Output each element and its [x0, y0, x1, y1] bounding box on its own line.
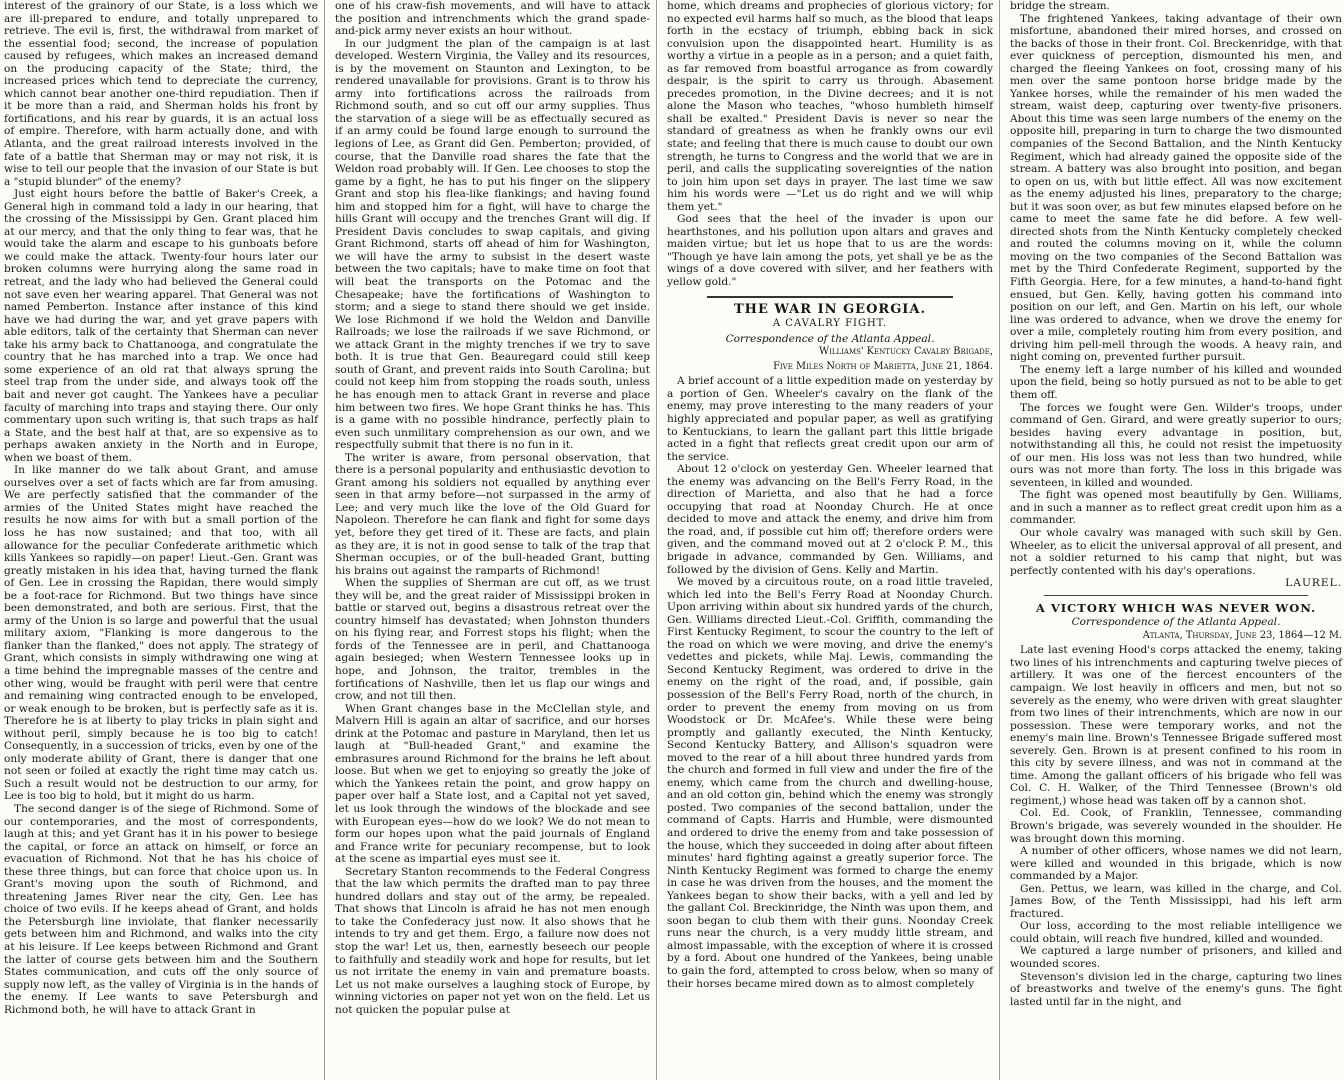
- dateline: Five Miles North of Marietta, June 21, 1864.: [773, 360, 993, 372]
- paragraph: home, which dreams and prophecies of glorious victory; for no expected evil harms half so much, as the blood that leaps forth in the ecstacy of triumph, ebbing back in sick convulsion upon the disappointed heart. Humility is as worthy a virtue in a people as in a person; and a quiet faith, as far removed from boastful arrogance as from cowardly despair, is the spirit to carry us through. Abasement precedes promotion, in the Divine decrees; and it is not alone the Mason who teaches, "whoso humbleth himself shall be exalted." President Davis is never so near the standard of greatness as when he frankly owns our evil state; and feeling that there is much cause to doubt our own strength, he turns to Congress and the world that we are in peril, and calls the supplicating sovereignties of the nation to join him upon set days in prayer. The last time we saw him his words were —"Let us do right and we will whip them yet.": [667, 0, 993, 213]
- paragraph: Stevenson's division led in the charge, capturing two lines of breastworks and twelve of the enemy's guns. The fight lasted until far in the night, and: [1010, 970, 1342, 1008]
- paragraph: one of his craw-fish movements, and will have to attack the position and intrenchments which the grand spade-and-pick army never exists an hour without.: [335, 0, 650, 38]
- article-heading: THE WAR IN GEORGIA.: [734, 301, 926, 317]
- paragraph: The second danger is of the siege of Richmond. Some of our contemporaries, and the most of correspondents, laugh at this; and yet Grant has it in his power to besiege the capital, or force an attack on himself, or force an evacuation of Richmond. Not that he has his choice of these three things, but can force that choice upon us. In Grant's moving upon the south of Richmond, and threatening James River near the city, Gen. Lee has choice of two evils. If he keeps ahead of Grant, and holds the Petersburgh line inviolate, that flanker necessarily gets between him and Richmond, and walks into the city at his leisure. If Lee keeps between Richmond and Grant the latter of course gets between him and the Southern States communication, and cuts off the only source of supply now left, as the valley of Virginia is in the hands of the enemy. If Lee wants to save Petersburgh and Richmond both, he will have to attack Grant in: [4, 803, 318, 1016]
- column-1: [4, 0, 325, 1080]
- article-heading: A VICTORY WHICH WAS NEVER WON.: [1035, 600, 1317, 615]
- paragraph: In like manner do we talk about Grant, and amuse ourselves over a set of facts which are far from amusing. We are perfectly satisfied that the commander of the armies of the United States might have reached the results he now aims for with but a small portion of the loss he has now sustained; and that too, with all allowance for the peculiar Confederate arithmetic which kills Yankees so rapidly—on paper! Lieut.-Gen. Grant was greatly mistaken in his idea that, having turned the flank of Gen. Lee in crossing the Rapidan, there would simply be a foot-race for Richmond. But two things have since been demonstrated, and both are serious. First, that the army of the Union is so large and powerful that the usual military axiom, "Flanking is more dangerous to the flanker than the flanked," does not apply. The strategy of Grant, which consists in simply withdrawing one wing at a time behind the impregnable masses of the centre and other wing, would be fraught with peril were that centre and remaining wing contracted enough to be enveloped, or weak enough to be broken, but is perfectly safe as it is. Therefore he is at liberty to play tricks in plain sight and without peril, simply because he is too big to catch! Consequently, in a succession of tricks, even by one of the only moderate ability of Grant, there is danger that one not seen or foiled at exactly the right time may catch us. Such a result would not be destruction to our army, for Lee is too big to hold, but it might do us harm.: [4, 464, 318, 803]
- paragraph: Late last evening Hood's corps attacked the enemy, taking two lines of his intrenchments and capturing twelve pieces of artillery. It was one of the fiercest encounters of the campaign. We lost heavily in officers and men, but not so severely as the enemy, who were driven with great slaughter from two lines of their intrenchments, which are now in our possession. These were temporary works, and not the enemy's main line. Brown's Tennessee Brigade suffered most severely. Gen. Brown is at present confined to his room in this city by severe illness, and was not in command at the time. Among the gallant officers of his brigade who fell was Col. C. H. Walker, of the Third Tennessee (Brown's old regiment,) whose head was taken off by a cannon shot.: [1010, 644, 1342, 807]
- signature: LAUREL.: [1285, 577, 1342, 590]
- column-4: [1010, 0, 1344, 1080]
- paragraph: interest of the grainory of our State, is a loss which we are ill-prepared to endure, and totally unprepared to retrieve. The evil is, first, the withdrawal from market of the essential food; second, the increase of population caused by refugees, which makes an increased demand on the producing capacity of the State; third, the increased prices which tend to depreciate the currency, which cannot bear another one-third repudiation. Then if it be more than a raid, and Sherman holds his front by fortifications, and his rear by guards, it is an actual loss of empire. Therefore, with harm actually done, and with Atlanta, and the great railroad interests involved in the fate of a battle that Sherman may or may not risk, it is wise to tell our people that the invasion of our State is but a "stupid blunder" of the enemy?: [4, 0, 318, 188]
- correspondence-line: Correspondence of the Atlanta Appeal.: [1071, 616, 1281, 629]
- paragraph: God sees that the heel of the invader is upon our hearthstones, and his pollution upon altars and graves and maiden virtue; but let us hope that to us are the words: "Though ye have lain among the pots, yet shall ye be as the wings of a dove covered with silver, and her feathers with yellow gold.": [667, 213, 993, 289]
- paragraph: When Grant changes base in the McClellan style, and Malvern Hill is again an altar of sacrifice, and our horses drink at the Potomac and pasture in Maryland, then let us laugh at "Bull-headed Grant," and examine the embrasures around Richmond for the brains he left about loose. But when we get to enjoying so greatly the joke of which the Yankees retain the point, and grow happy on paper over half a State lost, and a Capital not yet saved, let us look through the windows of the blockade and see with European eyes—how do we look? We do not mean to form our hopes upon what the paid journals of England and France write for pecuniary recompense, but to look at the scene as impartial eyes must see it.: [335, 702, 650, 866]
- paragraph: The writer is aware, from personal observation, that there is a personal popularity and enthusiastic devotion to Grant among his soldiers not equalled by anything ever seen in that army before—not surpassed in the army of Lee; and very much like the love of the Old Guard for Napoleon. Therefore he can flank and fight for some days yet, before they get tired of it. These are facts, and plain as they are, it is not in good sense to talk of the trap that Sherman occupies, or of the bull-headed Grant, butting his brains out against the ramparts of Richmond!: [335, 451, 650, 577]
- column-3: [667, 0, 1000, 1080]
- paragraph: The frightened Yankees, taking advantage of their own misfortune, abandoned their mired horses, and crossed on the backs of those in their front. Col. Breckenridge, with that ever quickness of perception, dismounted his men, and charged the fleeing Yankees on foot, crossing many of his men over the same pontoon horse bridge made by the Yankee horses, while the remainder of his men waded the stream, waist deep, capturing over twenty-five prisoners. About this time was seen large numbers of the enemy on the opposite hill, preparing in turn to charge the two dismounted companies of the Second Battalion, and the Ninth Kentucky Regiment, which had already gained the opposite side of the stream. A battery was also brought into position, and began to open on us, with but little effect. All was now excitement as the enemy adjusted his lines, preparatory to the charge; but it was soon over, as but few minutes elapsed before on he came to meet the same fate he did before. A few well-directed shots from the Ninth Kentucky completely checked and routed the columns moving on it, while the column moving on the two companies of the Second Battalion was met by the Third Confederate Regiment, supported by the Fifth Georgia. Here, for a few minutes, a hand-to-hand fight ensued, but Gen. Kelly, having gotten his command into position on our left, and Gen. Martin on his left, our whole line was ordered to advance, when we drove the enemy for over a mile, completely routing him from every position, and driving him pell-mell through the woods. A heavy rain, and night coming on, prevented further pursuit.: [1010, 12, 1342, 364]
- paragraph: Col. Ed. Cook, of Franklin, Tennessee, commanding Brown's brigade, was severely wounded in the shoulder. He was brought down this morning.: [1010, 807, 1342, 845]
- paragraph: The forces we fought were Gen. Wilder's troops, under command of Gen. Girard, and were greatly superior to ours; besides having every advantage in position, but, notwithstanding all this, he could not resist the impetuosity of our men. His loss was not less than two hundred, while ours was not more than forty. The loss in this brigade was seventeen, in killed and wounded.: [1010, 401, 1342, 489]
- paragraph: Gen. Pettus, we learn, was killed in the charge, and Col. James Bow, of the Tenth Mississippi, had his left arm fractured.: [1010, 882, 1342, 920]
- dateline: Williams' Kentucky Cavalry Brigade,: [819, 346, 993, 358]
- column-2: [335, 0, 657, 1080]
- paragraph: Secretary Stanton recommends to the Federal Congress that the law which permits the drafted man to pay three hundred dollars and stay out of the army, be repealed. That shows that Lincoln is afraid he has not men enough to take the Confederacy just now. It also shows that he intends to try and get them. Ergo, a failure now does not stop the war! Let us, then, earnestly beseech our people to faithfully and steadily work and hope for results, but let us not irritate the enemy in vain and premature boasts. Let us not make ourselves a laughing stock of Europe, by winning victories on paper not yet won on the field. Let us not quicken the popular pulse at: [335, 865, 650, 1016]
- paragraph: In our judgment the plan of the campaign is at last developed. Western Virginia, the Valley and its resources, is by the movement on Staunton and Lexington, to be rendered unavailable for provisions. Grant is to throw his army into fortifications across the railroads from Richmond south, and so cut off our army supplies. Thus the starvation of a siege will be as effectually secured as if an army could be found large enough to surround the legions of Lee, as Grant did Gen. Pemberton; provided, of course, that the Danville road shares the fate that the Weldon road probably will. If Gen. Lee chooses to stop the game by a fight, he has to put his finger on the slippery Grant and stop his flea-like flankings; and having found him and stopped him for a fight, will have to charge the hills Grant will occupy and the trenches Grant will dig. If President Davis concludes to swap capitals, and giving Grant Richmond, starts off ahead of him for Washington, we will have the army to subsist in the desert waste between the two capitals; have to make time on foot that will beat the transports on the Potomac and the Chesapeake; have the fortifications of Washington to storm; and a siege to stand there should we get inside. We lose Richmond if we hold the Weldon and Danville Railroads; we lose the railroads if we save Richmond, or we attack Grant in the mighty trenches if we try to save both. It is true that Gen. Beauregard could still keep south of Grant, and prevent raids into South Carolina; but could not keep him from stopping the roads south, unless he has enough men to attack Grant in reverse and place him between two fires. We hope Grant thinks he has. This is a game with no possible hindrance, perfectly plain to even such unmilitary comprehension as our own, and we respectfully submit that there is no fun in it.: [335, 37, 650, 452]
- paragraph: A number of other officers, whose names we did not learn, were killed and wounded in this brigade, which is now commanded by a Major.: [1010, 845, 1342, 883]
- dateline: Atlanta, Thursday, June 23, 1864—12 M.: [1142, 629, 1342, 641]
- article-subheading: A CAVALRY FIGHT.: [772, 318, 888, 330]
- paragraph: Just eight hours before the battle of Baker's Creek, a General high in command told a lady in our hearing, that the crossing of the Mississippi by Gen. Grant placed him at our mercy, and that the only thing to fear was, that he would take the alarm and escape to his gunboats before we could make the attack. Twenty-four hours later our broken columns were hurrying along the same road in retreat, and the lady who had believed the General could not save even her wearing apparel. That General was not named Pemberton. Instance after instance of this kind have we had during the war, and yet grave papers with able editors, talk of the certainty that Sherman can never take his army back to Chattanooga, and congratulate the country that he has marched into a trap. We once had some experience of an old rat that always sprung the steel trap from the under side, and always took off the bait and never got caught. The Yankees have a peculiar faculty of marching into traps and staying there. Our only commentary upon such writing is, that such traps as half a State, and the best half at that, are so expensive as to perhaps awaken anxiety in the North and in Europe, when we boast of them.: [4, 188, 318, 464]
- paragraph: We captured a large number of prisoners, and killed and wounded scores.: [1010, 945, 1342, 971]
- paragraph: About 12 o'clock on yesterday Gen. Wheeler learned that the enemy was advancing on the Bell's Ferry Road, in the direction of Marietta, and also that he had a force occupying that road at Noonday Church. He at once decided to move and attack the enemy, and drive him from the road, and, if possible cut him off; therefore orders were given, and the command moved out at 2 o'clock P. M., this brigade in advance, commanded by Gen. Williams, and followed by the division of Gens. Kelly and Martin.: [667, 463, 993, 576]
- paragraph: Our loss, according to the most reliable intelligence we could obtain, will reach five hundred, killed and wounded.: [1010, 920, 1342, 945]
- paragraph: The fight was opened most beautifully by Gen. Williams, and in such a manner as to reflect great credit upon him as a commander.: [1010, 489, 1342, 527]
- paragraph: The enemy left a large number of his killed and wounded upon the field, being so hotly pursued as not to be able to get them off.: [1010, 363, 1342, 401]
- section-divider: [707, 296, 953, 298]
- paragraph: Our whole cavalry was managed with such skill by Gen. Wheeler, as to elicit the universal approval of all present, and not a soldier returned to his camp that night, but was perfectly contented with his day's operations.: [1010, 526, 1342, 577]
- paragraph: When the supplies of Sherman are cut off, as we trust they will be, and the great raider of Mississippi broken in battle or starved out, begins a disastrous retreat over the country himself has devastated; when Johnston thunders on his flying rear, and Forrest stops his flight; when the fords of the Tennessee are in peril, and Chattanooga again besieged; when Western Tennessee looks up in hope, and Johnson, the traitor, trembles in the fortifications of Nashville, then let us flap our wings and crow, and not till then.: [335, 577, 650, 703]
- paragraph: We moved by a circuitous route, on a road little traveled, which led into the Bell's Ferry Road at Noonday Church. Upon arriving within about six hundred yards of the church, Gen. Williams directed Lieut.-Col. Griffith, commanding the First Kentucky Regiment, to scour the country to the left of the road on which we were moving, and drive the enemy's vedettes and pickets, while Maj. Lewis, commanding the Second Kentucky Regiment, was ordered to drive in the enemy on the right of the road, and, if possible, gain possession of the Bell's Ferry Road, north of the church, in order to prevent the enemy from moving on us from Woodstock or Dr. McAfee's. While these were being promptly and gallantly executed, the Ninth Kentucky, Second Kentucky Battery, and Allison's squadron were moved to the rear of a hill about three hundred yards from the church and formed in full view and under the fire of the enemy, which came from the church and dwelling-house, and an old cotton gin, behind which the enemy was strongly posted. Two companies of the second battalion, under the command of Capts. Harris and Humble, were dismounted and ordered to drive the enemy from and take possession of the house, which they succeeded in doing after about fifteen minutes' hard fighting against a greatly superior force. The Ninth Kentucky Regiment was formed to charge the enemy in case he was driven from the houses, and the moment the Yankees began to show their backs, with a yell and led by the gallant Col. Breckinridge, the Ninth was upon them, and soon began to club them with their guns. Noonday Creek runs near the church, is a very muddy little stream, and almost impassable, with the exception of where it is crossed by a ford. About one hundred of the Yankees, being unable to gain the ford, attempted to cross below, when so many of their horses became mired down as to almost completely: [667, 576, 993, 990]
- section-divider: [1044, 595, 1308, 596]
- correspondence-line: Correspondence of the Atlanta Appeal.: [725, 332, 935, 345]
- paragraph: bridge the stream.: [1010, 0, 1110, 12]
- paragraph: A brief account of a little expedition made on yesterday by a portion of Gen. Wheeler's cavalry on the flank of the enemy, may prove interesting to the many readers of your highly appreciated and popular paper, as well as gratifying to Kentuckians, to learn the gallant part this little brigade acted in a fight that reflects great credit upon our arm of the service.: [667, 375, 993, 463]
